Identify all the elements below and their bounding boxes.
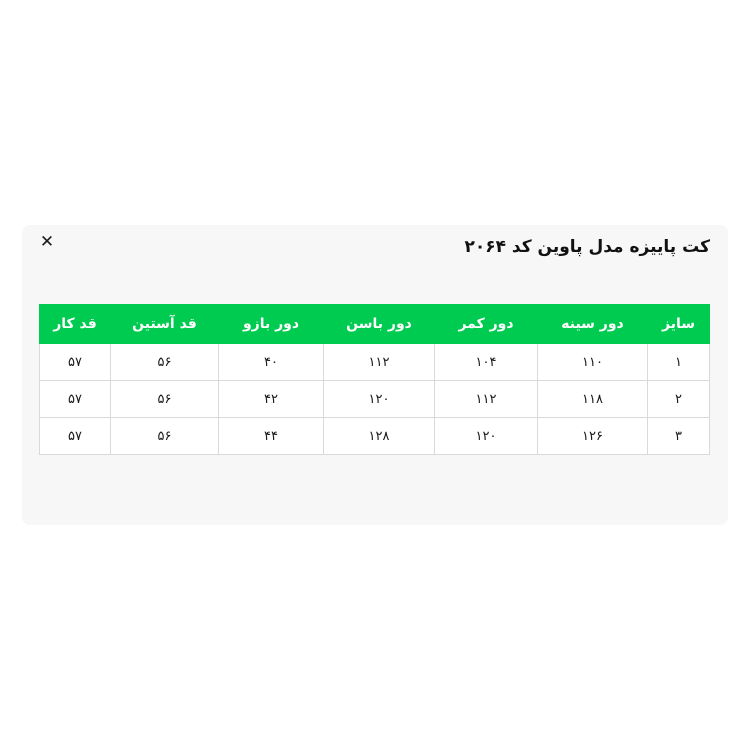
cell-size: ۱ bbox=[648, 344, 710, 381]
column-header-size: سایز bbox=[648, 305, 710, 344]
cell-size: ۲ bbox=[648, 381, 710, 418]
table-row bbox=[40, 381, 710, 418]
table-row bbox=[40, 418, 710, 455]
cell-arm: ۴۲ bbox=[219, 381, 324, 418]
cell-size: ۳ bbox=[648, 418, 710, 455]
cell-waist: ۱۲۰ bbox=[435, 418, 538, 455]
cell-hip: ۱۲۸ bbox=[324, 418, 435, 455]
cell-body-len: ۵۷ bbox=[40, 418, 111, 455]
cell-arm: ۴۰ bbox=[219, 344, 324, 381]
close-icon[interactable]: ✕ bbox=[30, 225, 64, 259]
column-header-arm: دور بازو bbox=[219, 305, 324, 344]
cell-sleeve-len: ۵۶ bbox=[111, 418, 219, 455]
cell-waist: ۱۱۲ bbox=[435, 381, 538, 418]
cell-chest: ۱۱۸ bbox=[538, 381, 648, 418]
table-body bbox=[40, 344, 710, 455]
cell-body-len: ۵۷ bbox=[40, 344, 111, 381]
cell-chest: ۱۱۰ bbox=[538, 344, 648, 381]
cell-body-len: ۵۷ bbox=[40, 381, 111, 418]
column-header-hip: دور باسن bbox=[324, 305, 435, 344]
column-header-body-len: قد کار bbox=[40, 305, 111, 344]
column-header-sleeve-len: قد آستین bbox=[111, 305, 219, 344]
cell-sleeve-len: ۵۶ bbox=[111, 344, 219, 381]
table-header bbox=[40, 305, 710, 344]
cell-chest: ۱۲۶ bbox=[538, 418, 648, 455]
column-header-waist: دور کمر bbox=[435, 305, 538, 344]
cell-waist: ۱۰۴ bbox=[435, 344, 538, 381]
page-title: کت پاییزه مدل پاوین کد ۲۰۶۴ bbox=[464, 237, 710, 257]
size-guide-modal bbox=[22, 225, 728, 525]
cell-hip: ۱۱۲ bbox=[324, 344, 435, 381]
column-header-chest: دور سینه bbox=[538, 305, 648, 344]
size-table-container bbox=[40, 304, 710, 455]
cell-arm: ۴۴ bbox=[219, 418, 324, 455]
cell-sleeve-len: ۵۶ bbox=[111, 381, 219, 418]
cell-hip: ۱۲۰ bbox=[324, 381, 435, 418]
size-table bbox=[39, 304, 710, 455]
table-row bbox=[40, 344, 710, 381]
table-header-row bbox=[40, 305, 710, 344]
